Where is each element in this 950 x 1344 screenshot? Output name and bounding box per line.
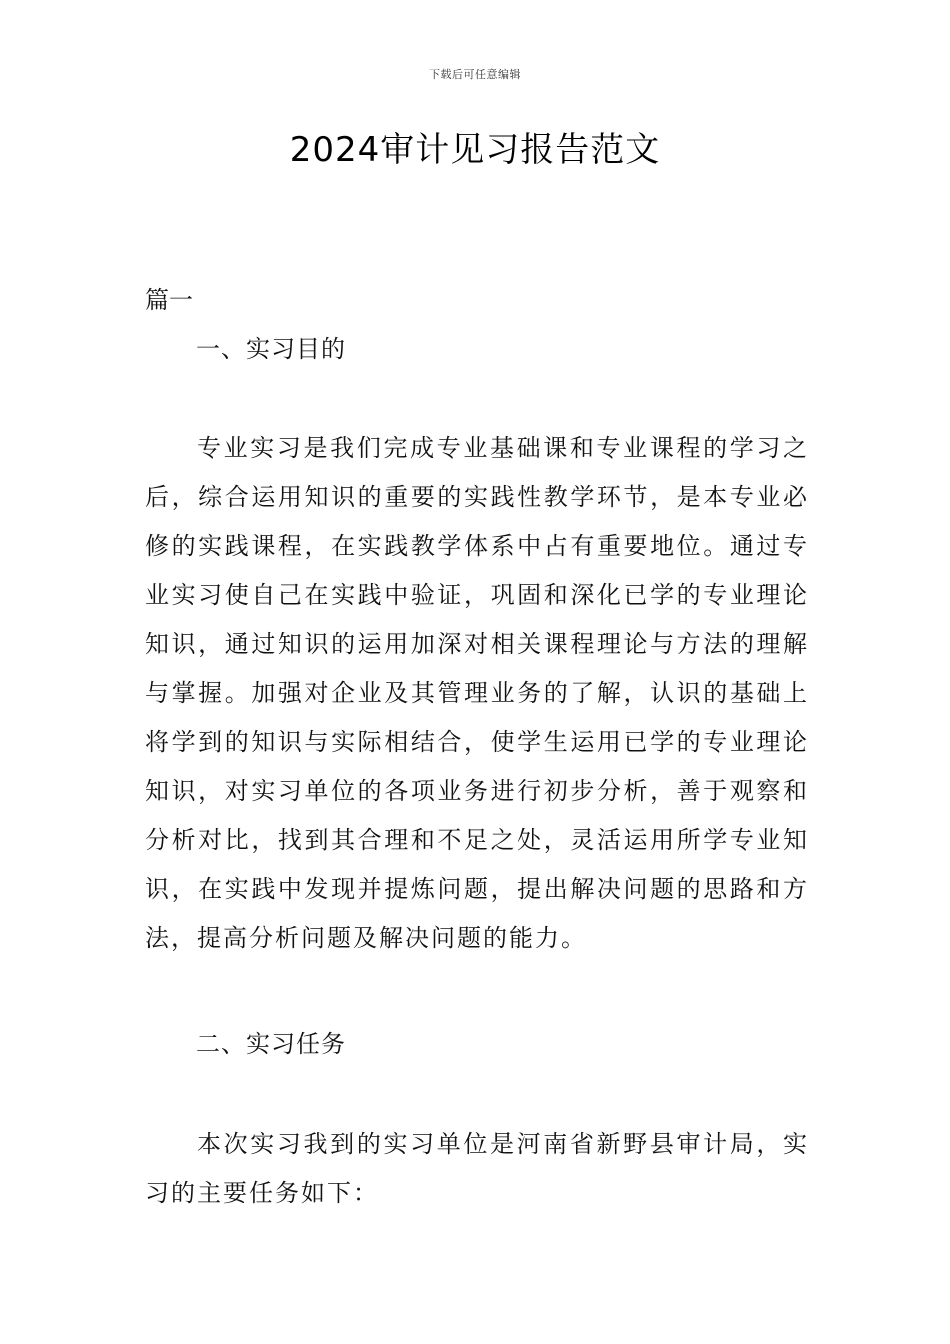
document-title: 2024审计见习报告范文 [289,130,661,170]
section-paragraph-purpose: 专业实习是我们完成专业基础课和专业课程的学习之后，综合运用知识的重要的实践性教学环节，是本专业必修的实践课程，在实践教学体系中占有重要地位。通过专业实习使自己在实践中验证，巩固和深化已学的专业理论知识，通过知识的运用加深对相关课程理论与方法的理解与掌握。加强对企业及其管理业务的了解，认识的基础上将学到的知识与实际相结合，使学生运用已学的专业理论知识，对实习单位的各项业务进行初步分析，善于观察和分析对比，找到其合理和不足之处，灵活运用所学专业知识，在实践中发现并提炼问题，提出解决问题的思路和方法，提高分析问题及解决问题的能力。 [145,434,809,952]
part-label: 篇一 [145,286,193,314]
section-heading-purpose: 一、实习目的 [196,335,346,363]
page-header-note: 下载后可任意编辑 [429,68,521,81]
section-paragraph-tasks: 本次实习我到的实习单位是河南省新野县审计局，实习的主要任务如下： [145,1130,809,1207]
section-heading-tasks: 二、实习任务 [196,1030,346,1058]
